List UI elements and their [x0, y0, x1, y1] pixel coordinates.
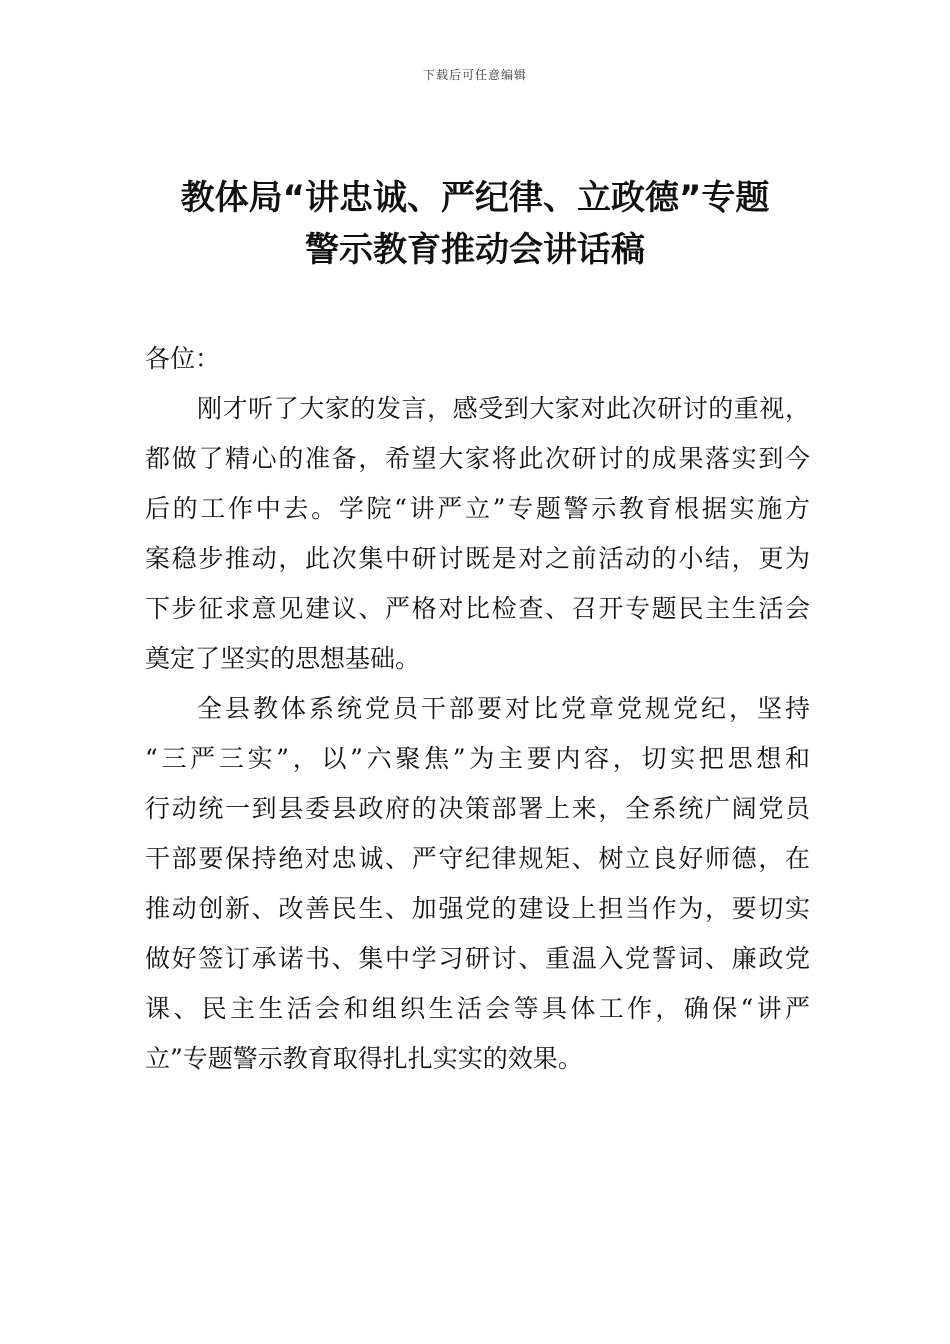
title-line-1: 教体局“讲忠诚、严纪律、立政德”专题: [180, 178, 770, 218]
paragraph-line: 下步征求意见建议、严格对比检查、召开专题民主生活会: [145, 594, 810, 623]
salutation: 各位：: [145, 344, 221, 373]
document-body: [145, 334, 810, 1084]
header-note: 下载后可任意编辑: [422, 68, 527, 82]
paragraph-line: 推动创新、改善民生、加强党的建设上担当作为，要切实: [145, 894, 810, 923]
paragraph-line: “三严三实”，以”六聚焦”为主要内容，切实把思想和: [145, 744, 810, 773]
paragraph-line: 后的工作中去。学院“讲严立”专题警示教育根据实施方: [145, 494, 810, 523]
paragraph-line: 全县教体系统党员干部要对比党章党规党纪，坚持: [197, 694, 810, 723]
paragraph-line: 案稳步推动，此次集中研讨既是对之前活动的小结，更为: [145, 544, 810, 573]
paragraph-2: [145, 684, 810, 1084]
paragraph-1: [145, 384, 810, 684]
document-title: [0, 172, 950, 276]
paragraph-line: 行动统一到县委县政府的决策部署上来，全系统广阔党员: [145, 794, 810, 823]
paragraph-line: 立”专题警示教育取得扎扎实实的效果。: [145, 1044, 583, 1073]
paragraph-line: 做好签订承诺书、集中学习研讨、重温入党誓词、廉政党: [145, 944, 810, 973]
paragraph-line: 都做了精心的准备，希望大家将此次研讨的成果落实到今: [145, 444, 810, 473]
paragraph-line: 干部要保持绝对忠诚、严守纪律规矩、树立良好师德，在: [145, 844, 810, 873]
paragraph-line: 奠定了坚实的思想基础。: [145, 644, 421, 673]
paragraph-line: 刚才听了大家的发言，感受到大家对此次研讨的重视，: [197, 394, 810, 423]
paragraph-line: 课、民主生活会和组织生活会等具体工作，确保“讲严: [145, 994, 810, 1023]
title-line-2: 警示教育推动会讲话稿: [305, 230, 645, 270]
